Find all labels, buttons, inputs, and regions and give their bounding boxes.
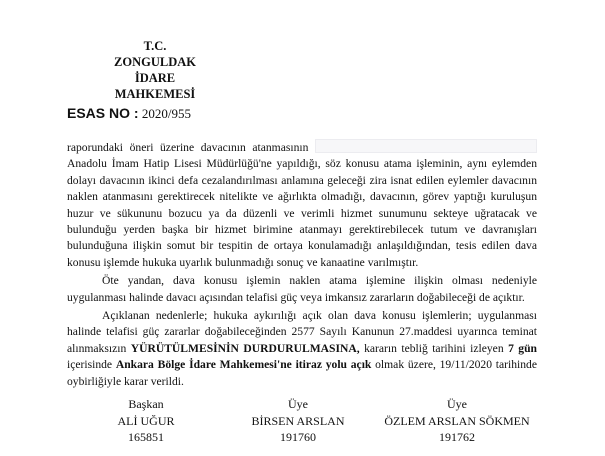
paragraph-3-text-2: kararın tebliğ tarihini izleyen [359,341,509,355]
signature-president [61,396,231,446]
court-header [95,38,215,102]
signature-number: 165851 [128,430,164,444]
case-number-label: ESAS NO : [67,105,139,121]
paragraph-1-start: raporundaki öneri üzerine davacının atanmasının [67,141,309,154]
redacted-area [315,139,537,153]
decision-body [67,139,537,390]
paragraph-3-text-4: olmak üzere, 19/11/2020 tarihinde oybirliğiyle karar verildi. [67,358,537,388]
paragraph-3-bold-3: Ankara Bölge İdare Mahkemesi'ne itiraz yolu açık [115,358,372,372]
signature-name: ÖZLEM ARSLAN SÖKMEN [384,413,530,428]
signature-name: ALİ UĞUR [117,413,175,428]
paragraph-3 [67,308,537,390]
paragraph-1 [67,139,537,271]
signature-member-1 [213,396,383,446]
header-court: İDARE MAHKEMESİ [114,71,196,101]
signature-role: Üye [447,397,467,411]
header-city: ZONGULDAK [114,55,196,69]
signature-member-2 [372,396,542,446]
signature-name: BİRSEN ARSLAN [251,413,345,428]
paragraph-3-bold-1: YÜRÜTÜLMESİNİN DURDURULMASINA, [130,341,360,355]
paragraph-3-text-1: Açıklanan nedenlerle; hukuka aykırılığı açık olan dava konusu işlemlerin; uygulanması halinde telafisi güç zararlar doğabileceğinden 2577 Sayılı Kanunun 27.maddesi uyarınca teminat alınmaksızın [67,309,537,355]
header-republic: T.C. [143,39,167,53]
paragraph-2: Öte yandan, dava konusu işlemin naklen atama işlemine ilişkin olması nedeniyle uygulanması halinde davacı açısından telafisi güç veya imkansız zararların doğabileceği de açıktır. [67,274,537,304]
paragraph-3-text-3: içerisinde [67,358,116,372]
paragraph-3-bold-2: 7 gün [508,341,537,355]
signature-number: 191760 [280,430,316,444]
signature-role: Üye [288,397,308,411]
paragraph-1-rest: Anadolu İmam Hatip Lisesi Müdürlüğü'ne yapıldığı, söz konusu atama işleminin, aynı eylemden dolayı davacının ikinci defa cezalandırılması anlamına geleceği zira isnat edilen eylemler davacının naklen atanmasını gerektirecek nitelikte ve ağırlıkta olmadığı, davacının, görev yaptığı kuruluşun huzur ve sükununu bozucu ya da düzenli ve verimli hizmet sunumunu sekteye uğratacak ve bulunduğu yerden başka bir hizmet birimine atanmayı gerektirebilecek tutum ve davranışları bulunduğuna ilişkin somut bir tespitin de ortaya konulamadığı anlaşıldığından, tesis edilen dava konusu işlemde hukuka uyarlık bulunmadığı sonuç ve kanaatine varılmıştır. [67,157,537,269]
signature-role: Başkan [128,397,164,411]
case-number [67,105,191,122]
signature-number: 191762 [439,430,475,444]
case-number-value: 2020/955 [141,106,191,121]
